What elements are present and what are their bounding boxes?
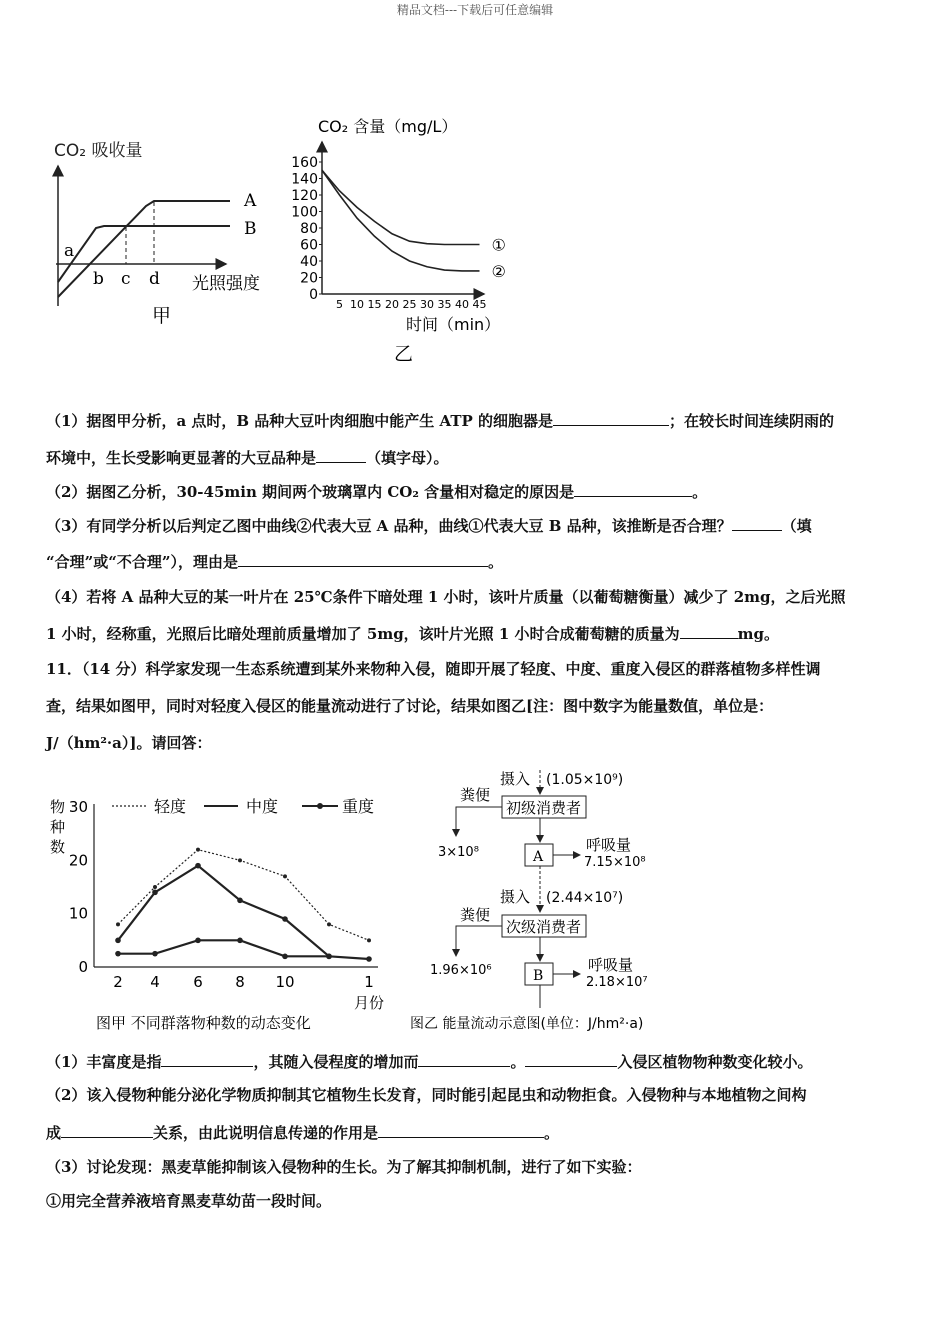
species-xtick-label: 10 xyxy=(275,973,295,991)
yi-ytick-label: 80 xyxy=(300,221,318,237)
q11-part3-line2: ①用完全营养液培育黑麦草幼苗一段时间。 xyxy=(46,1192,332,1210)
resp2-value: 2.18×10⁷ xyxy=(586,975,648,990)
species-ytick-label: 0 xyxy=(78,958,88,976)
species-point xyxy=(283,874,287,878)
blank xyxy=(316,446,366,463)
species-point xyxy=(115,938,121,944)
jia-point-d: d xyxy=(149,269,160,289)
yi-xlabel: 时间（min） xyxy=(406,315,501,334)
jia-ylabel: CO₂ 吸收量 xyxy=(54,141,143,161)
species-ytick-label: 30 xyxy=(68,798,88,816)
q10-part4-line1: （4）若将 A 品种大豆的某一叶片在 25℃条件下暗处理 1 小时，该叶片质量（以葡萄糖衡量）减少了 2mg，之后光照 xyxy=(46,588,846,606)
species-ylabel xyxy=(50,798,65,856)
q11-part1: （1）丰富度是指 ，其随入侵程度的增加而 。 入侵区植物物种数变化较小。 xyxy=(46,1050,906,1073)
legend-light: 轻度 xyxy=(154,797,187,816)
yi-ytick-label: 20 xyxy=(300,270,318,287)
species-point xyxy=(282,954,288,960)
yi-title: CO₂ 含量（mg/L） xyxy=(318,117,458,136)
blank xyxy=(238,550,488,567)
species-xtick-label: 4 xyxy=(150,973,160,991)
jia-label-b: B xyxy=(244,219,257,239)
species-point xyxy=(367,938,371,942)
yi-ytick-label: 40 xyxy=(300,254,318,270)
species-xtick-label: 1 xyxy=(364,973,374,991)
secondary-consumer-label: 次级消费者 xyxy=(506,918,582,936)
svg-text:种: 种 xyxy=(50,818,66,836)
jia-xlabel: 光照强度 xyxy=(192,274,260,294)
page-header: 精品文档---下载后可任意编辑 xyxy=(396,3,554,17)
feces1-label: 粪便 xyxy=(460,786,491,804)
feces1-value: 3×10⁸ xyxy=(438,845,479,860)
species-xlabel: 月份 xyxy=(354,994,385,1012)
yi-xtick-label: 30 xyxy=(420,298,434,311)
feces2-arrow xyxy=(456,926,502,956)
figure-yi-chart xyxy=(288,110,528,370)
yi-xtick-label: 10 xyxy=(350,298,364,311)
blank xyxy=(61,1121,153,1138)
svg-text:物: 物 xyxy=(50,798,66,816)
species-point xyxy=(237,898,243,904)
yi-ytick-label: 120 xyxy=(291,188,318,204)
q11-intro-line3: J/（hm²·a）]。请回答： xyxy=(46,734,212,752)
yi-xtick-label: 35 xyxy=(437,298,452,311)
species-point xyxy=(195,938,201,944)
species-point xyxy=(326,954,332,960)
species-point xyxy=(195,863,201,869)
yi-xtick-label: 25 xyxy=(402,298,417,311)
jia-point-b: b xyxy=(93,269,104,289)
yi-xtick-label: 5 xyxy=(336,298,343,311)
blank xyxy=(553,409,669,426)
species-point xyxy=(237,938,243,944)
q10-part3-line2: “合理”或“不合理”），理由是 。 xyxy=(46,550,906,573)
blank xyxy=(680,622,738,639)
yi-ytick-label: 60 xyxy=(300,237,318,254)
yi-caption: 乙 xyxy=(394,343,414,365)
q11-intro-line1: 11．（14 分）科学家发现一生态系统遭到某外来物种入侵，随即开展了轻度、中度、重度入侵区的群落植物多样性调 xyxy=(46,660,821,678)
figure-jia xyxy=(46,130,286,330)
q10-part1-line1: （1）据图甲分析，a 点时，B 品种大豆叶肉细胞中能产生 ATP 的细胞器是 ；在较长时间连续阴雨的 xyxy=(46,409,906,432)
species-point xyxy=(153,885,157,889)
blank xyxy=(574,480,692,497)
species-point xyxy=(196,848,200,852)
species-ytick-label: 20 xyxy=(68,851,88,870)
q11-part2-line1: （2）该入侵物种能分泌化学物质抑制其它植物生长发育，同时能引起昆虫和动物拒食。入侵物种与本地植物之间构 xyxy=(46,1086,807,1104)
species-xtick-label: 6 xyxy=(193,973,203,991)
species-series-line-2 xyxy=(118,866,329,957)
legend-heavy: 重度 xyxy=(342,797,375,816)
species-point xyxy=(327,922,331,926)
yi-ytick-label: 160 xyxy=(291,155,318,171)
q10-part1-line2: 环境中，生长受影响更显著的大豆品种是 （填字母）。 xyxy=(46,446,906,469)
feces2-value: 1.96×10⁶ xyxy=(430,963,492,978)
intake2-value: (2.44×10⁷) xyxy=(546,890,624,906)
primary-consumer-label: 初级消费者 xyxy=(506,799,582,817)
blank xyxy=(378,1121,544,1138)
box-b-label: B xyxy=(533,968,544,984)
yi-ytick-label: 0 xyxy=(309,287,318,303)
q11-part3-line1: （3）讨论发现：黑麦草能抑制该入侵物种的生长。为了解其抑制机制，进行了如下实验： xyxy=(46,1158,642,1176)
box-a-label: A xyxy=(533,849,544,865)
species-point xyxy=(238,858,242,862)
q10-part2: （2）据图乙分析，30-45min 期间两个玻璃罩内 CO₂ 含量相对稳定的原因是 。 xyxy=(46,480,906,503)
svg-text:数: 数 xyxy=(50,838,66,856)
jia-point-a: a xyxy=(64,241,75,261)
legend-medium: 中度 xyxy=(246,797,279,816)
feces1-arrow xyxy=(456,807,502,836)
yi-xtick-label: 15 xyxy=(367,298,382,311)
blank xyxy=(525,1050,617,1067)
energy-caption: 图乙 能量流动示意图(单位：J/hm²·a) xyxy=(410,1016,644,1032)
species-point xyxy=(115,951,121,957)
species-caption: 图甲 不同群落物种数的动态变化 xyxy=(96,1014,311,1032)
jia-caption: 甲 xyxy=(152,305,172,327)
species-point xyxy=(152,890,158,896)
yi-xtick-label: 20 xyxy=(385,298,399,311)
species-legend xyxy=(112,797,374,816)
resp2-label: 呼吸量 xyxy=(588,956,634,974)
intake1-value: (1.05×10⁹) xyxy=(546,772,624,788)
jia-label-a: A xyxy=(244,191,257,211)
species-point xyxy=(116,922,120,926)
species-ytick-label: 10 xyxy=(68,904,88,923)
resp1-value: 7.15×10⁸ xyxy=(584,855,646,870)
blank xyxy=(161,1050,253,1067)
species-point xyxy=(152,951,158,957)
resp1-label: 呼吸量 xyxy=(586,836,632,854)
q10-part4-line2: 1 小时，经称重，光照后比暗处理前质量增加了 5mg，该叶片光照 1 小时合成葡萄糖的质量为 mg。 xyxy=(46,622,906,645)
intake1-label: 摄入 xyxy=(500,770,531,788)
blank xyxy=(418,1050,510,1067)
yi-ytick-label: 100 xyxy=(291,204,318,221)
intake2-label: 摄入 xyxy=(500,888,531,906)
species-xtick-label: 8 xyxy=(235,973,245,991)
q11-part2-line2: 成 关系，由此说明信息传递的作用是 。 xyxy=(46,1121,906,1144)
yi-xtick-label: 45 xyxy=(472,298,487,311)
q11-intro-line2: 查，结果如图甲，同时对轻度入侵区的能量流动进行了讨论，结果如图乙[注：图中数字为能量数值，单位是： xyxy=(46,697,774,715)
yi-ytick-label: 140 xyxy=(291,171,318,188)
q10-part3-line1: （3）有同学分析以后判定乙图中曲线②代表大豆 A 品种，曲线①代表大豆 B 品种，该推断是否合理？ （填 xyxy=(46,514,906,537)
figure-species-chart xyxy=(46,790,406,1040)
jia-point-c: c xyxy=(121,269,131,289)
species-xtick-label: 2 xyxy=(113,973,123,991)
blank xyxy=(732,514,782,531)
figure-energy-flow xyxy=(408,762,708,1040)
species-point xyxy=(366,956,372,962)
feces2-label: 粪便 xyxy=(460,906,491,924)
yi-series-label-2: ② xyxy=(491,261,506,281)
yi-series-label-1: ① xyxy=(491,235,506,255)
yi-series-line-2 xyxy=(322,170,480,271)
yi-xtick-label: 40 xyxy=(455,298,469,311)
species-point xyxy=(282,916,288,922)
yi-series-line-1 xyxy=(322,170,480,244)
